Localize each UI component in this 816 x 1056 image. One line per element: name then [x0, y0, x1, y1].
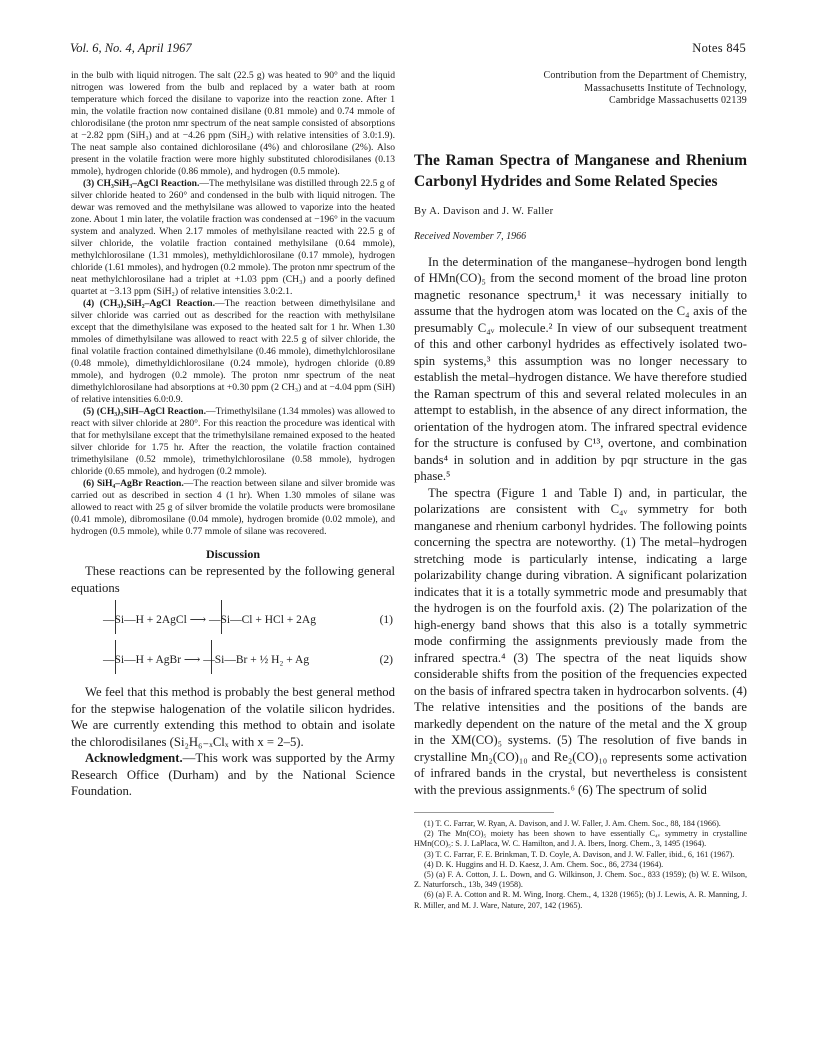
equation-expression: —Si—H + AgBr ⟶ —Si—Br + ½ H₂ + Ag [103, 654, 310, 666]
paragraph: We feel that this method is probably the best general method for the stepwise halogenation of the volatile silicon hydrides. We are currently extending this method to obtain and isolate the chlorodisilanes (Si₂H₆₋ₓClₓ with x = 2–5). [71, 685, 395, 749]
section-heading: (5) (CH₃)₃SiH–AgCl Reaction. [83, 406, 207, 417]
contribution-line: Massachusetts Institute of Technology, [584, 82, 747, 94]
footnotes [414, 819, 747, 911]
paragraph: in the bulb with liquid nitrogen. The salt (22.5 g) was heated to 90° and the liquid nitrogen was lowered from the bulb and replaced by a water bath at room temperature which forced the disilane to vaporize into the reaction zone. After 1 min, the volatile fraction now contained disilane (0.81 mmole) and 0.74 mmole of chlorodisilane (the proton nmr spectrum of the neat sample consisted of absorptions at −2.82 ppm (SiH₃) and at −4.26 ppm (SiH₂) with relative intensities of 3.0:1.9). The neat sample also contained dichlorosilane (4%) and chlorosilane (2%). Also present in the volatile fraction were more highly substituted chlorodisilanes (0.13 mmole), hydrogen chloride (0.86 mmole), and hydrogen (0.5 mmole). [71, 70, 395, 177]
article-title: The Raman Spectra of Manganese and Rhenium Carbonyl Hydrides and Some Related Species [414, 151, 747, 190]
paragraph [71, 478, 395, 538]
equation-2 [71, 638, 395, 676]
paragraph [71, 406, 395, 478]
paragraph [71, 298, 395, 406]
paragraph: These reactions can be represented by the following general equations [71, 564, 395, 595]
section-heading: (4) (CH₃)₂SiH₂–AgCl Reaction. [83, 298, 215, 309]
section-heading: (3) CH₃SiH₃–AgCl Reaction. [83, 178, 200, 189]
footnote: (4) D. K. Huggins and H. D. Kaesz, J. Am. Chem. Soc., 86, 2734 (1964). [424, 859, 664, 869]
contribution-line: Contribution from the Department of Chemistry, [543, 70, 747, 81]
running-header-right: Notes 845 [692, 41, 746, 55]
equation-expression: —Si—H + 2AgCl ⟶ —Si—Cl + HCl + 2Ag [103, 614, 316, 626]
left-column [71, 70, 395, 800]
right-column [414, 70, 747, 911]
footnote: (3) T. C. Farrar, F. E. Brinkman, T. D. Coyle, A. Davison, and J. W. Faller, ibid., 6, 161 (1967). [424, 849, 735, 859]
contribution-block [414, 70, 747, 108]
acknowledgment [71, 750, 395, 800]
paragraph [71, 178, 395, 298]
footnote: (5) (a) F. A. Cotton, J. L. Down, and G. Wilkinson, J. Chem. Soc., 833 (1959); (b) W. E. Wilson, Z. Naturforsch., 13b, 349 (1958). [414, 870, 747, 890]
paragraph: In the determination of the manganese–hydrogen bond length of HMn(CO)₅ from the second moment of the broad line proton magnetic resonance spectrum,¹ it was necessary initially to assume that the hydrogen atom was located on the C₄ axis of the presumably C₄ᵥ molecule.² In view of our subsequent treatment of this and other carbonyl hydrides as effectively isolated two-spin systems,³ this assumption was no longer necessary to establish the metal–hydrogen distance. We have therefore studied the Raman spectrum of this and several related molecules in an attempt to establish, in the absence of any direct information, the orientation of the hydrogen atom. The infrared spectral evidence for the structure is confused by C¹³, overtone, and combination bands⁴ in solution and in addition by pqr structure in the gas phase.⁵ [414, 254, 747, 483]
equation-number: (2) [379, 654, 393, 666]
paragraph-text: —The methylsilane was distilled through 22.5 g of silver chloride heated to 260° and condensed in the bulb with liquid nitrogen. The dewar was removed and the methylsilane was allowed to vaporize into the heated zone. About 1 min later, the volatile fraction was condensed at −196° in the vacuum system and analyzed. When 2.17 mmoles of methylsilane reacted with 22.5 g of silver chloride, the volatile fraction contained methylsilane (0.64 mmole), methylchlorosilane (1.31 mmoles), methyldichlorosilane (0.17 mmole), hydrogen chloride (1.61 mmoles), and hydrogen (0.2 mmole). The proton nmr spectrum of the neat methylchlorosilane had a triplet at +1.03 ppm (CH₃) and a poorly defined quartet at −3.13 ppm (SiH₂) of relative intensities 3.0:2.1. [71, 178, 395, 297]
paragraph: The spectra (Figure 1 and Table I) and, in particular, the polarizations are consistent with C₄ᵥ symmetry for both manganese and rhenium carbonyl hydrides. The following points concerning the spectra are noteworthy. (1) The metal–hydrogen stretching mode is particularly intense, indicating a large polarizability change during vibration. A significant polarization indicates that it is a totally symmetric mode and presumably that the hydrogen is on the fourfold axis. (2) The polarization of the high-energy band shows that this also is a totally symmetric mode confirming the assignments previously made from the infrared spectra.⁴ (3) The spectra of the neat liquids show considerable shifts from the position of the frequencies expected on the basis of infrared spectra taken in hydrocarbon solvents. (4) The relative intensities and the positions of the bands are markedly dependent on the nature of the metal and the X group in the XM(CO)₅ systems. (5) The resolution of five bands in crystalline Mn₂(CO)₁₀ and Re₂(CO)₁₀ represents some activation of infrared bands in the crystal, but nevertheless is consistent with the previous assignments.⁶ (6) The spectrum of solid [414, 485, 747, 797]
section-heading: (6) SiH₄–AgBr Reaction. [83, 478, 184, 489]
discussion-heading: Discussion [205, 547, 261, 561]
paragraph-text: —The reaction between silane and silver bromide was carried out as described in section 4 (1 hr). When 1.30 mmoles of silane was allowed to react with 25 g of silver bromide the volatile products were bromosilane (0.41 mmole), dibromosilane (0.04 mmole), hydrogen bromide (0.02 mmole), and hydrogen (0.5 mmole), while 0.77 mmole of silane was recovered. [71, 478, 395, 537]
paragraph-text: —The reaction between dimethylsilane and silver chloride was carried out as described for the reaction with methylsilane except that the dimethylsilane was exposed to the heated salt for 1 hr. When 1.30 mmoles of dimethylsilane was allowed to react with 22.5 g of silver chloride, the final volatile fraction contained dimethylsilane (0.46 mmole), dimethylchlorosilane (0.48 mmole), dimethyldichlorosilane (0.24 mmole), hydrogen chloride (0.89 mmole), and hydrogen (0.2 mmole). The proton nmr spectrum of the neat dimethylchlorosilane had absorptions at +0.30 ppm (2 CH₃) and at −4.04 ppm (SiH) of relative intensities 6.0:0.9. [71, 298, 395, 405]
running-header-left: Vol. 6, No. 4, April 1967 [70, 41, 192, 55]
equation-number: (1) [379, 614, 393, 626]
footnote: (1) T. C. Farrar, W. Ryan, A. Davison, and J. W. Faller, J. Am. Chem. Soc., 88, 184 (1966). [424, 819, 721, 828]
acknowledgment-text: —This work was supported by the Army Research Office (Durham) and by the National Science Foundation. [71, 751, 395, 798]
paragraph-text: —Trimethylsilane (1.34 mmoles) was allowed to react with silver chloride at 280°. For this reaction the procedure was identical with that for methylsilane except that the trimethylsilane remained exposed to the heated silver chloride for 1.75 hr. After the reaction, the volatile fraction contained trimethylsilane (0.52 mmole), trimethylchlorosilane (0.58 mmole), hydrogen chloride (0.65 mmole), and hydrogen (0.2 mmole). [71, 406, 395, 477]
footnote-divider [414, 812, 554, 813]
acknowledgment-heading: Acknowledgment. [85, 751, 183, 765]
contribution-line: Cambridge Massachusetts 02139 [608, 95, 747, 106]
footnote: (6) (a) F. A. Cotton and R. M. Wing, Inorg. Chem., 4, 1328 (1965); (b) J. Lewis, A. R. Manning, J. R. Miller, and M. J. Ware, Nature, 207, 142 (1965). [414, 890, 747, 910]
received-date: Received November 7, 1966 [414, 230, 527, 242]
footnote: (2) The Mn(CO)₅ moiety has been shown to have essentially C₄ᵥ symmetry in crystalline HMn(CO)₅: S. J. LaPlaca, W. C. Hamilton, and J. A. Ibers, Inorg. Chem., 3, 1495 (1964). [414, 829, 747, 849]
article-authors: By A. Davison and J. W. Faller [414, 205, 554, 217]
equation-1 [71, 598, 395, 636]
